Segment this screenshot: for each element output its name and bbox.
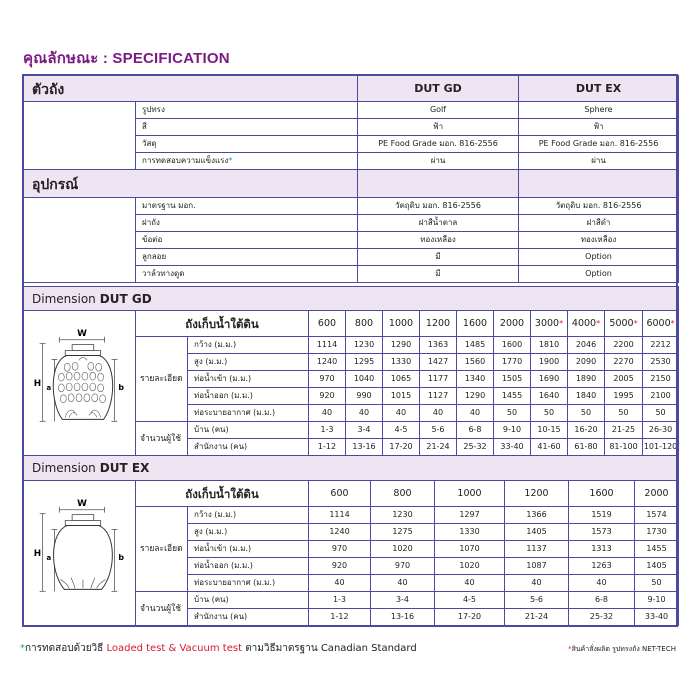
sphere-tank-diagram-icon — [27, 493, 133, 611]
dimension-value: 1177 — [420, 371, 457, 388]
blank-cell — [24, 102, 136, 170]
equipment-ex-value: Option — [519, 249, 679, 266]
spec-label-text: การทดสอบความแข็งแรง — [142, 156, 229, 165]
dimension-label: สำนักงาน (คน) — [188, 439, 309, 456]
blank-header-cell — [519, 170, 679, 198]
dimension-value: 920 — [309, 388, 346, 405]
dimension-value: 1230 — [371, 507, 435, 524]
h-label: H — [33, 378, 41, 389]
dimension-value: 1363 — [420, 337, 457, 354]
dimension-value: 1-3 — [309, 592, 371, 609]
made-to-order-star: * — [559, 318, 564, 328]
w-label: W — [76, 328, 87, 339]
dimension-gd-table — [23, 286, 679, 456]
size-header — [568, 311, 605, 337]
size-value: 2000 — [499, 317, 525, 329]
dimension-value: 1087 — [505, 558, 569, 575]
dimension-value: 21-24 — [505, 609, 569, 626]
dimension-value: 1900 — [531, 354, 568, 371]
footnote-star: * — [20, 643, 25, 654]
dimension-value: 1574 — [635, 507, 679, 524]
dimension-value: 1290 — [457, 388, 494, 405]
dimension-value: 1366 — [505, 507, 569, 524]
dimension-value: 3-4 — [371, 592, 435, 609]
dimension-value: 40 — [309, 405, 346, 422]
dimension-label: ท่อน้ำเข้า (ม.ม.) — [188, 371, 309, 388]
dimension-value: 33-40 — [635, 609, 679, 626]
footnote-suffix: ตามวิธีมาตรฐาน Canadian Standard — [245, 643, 417, 654]
dimension-label: กว้าง (ม.ม.) — [188, 507, 309, 524]
equipment-label: มาตรฐาน มอก. — [136, 198, 358, 215]
dimension-value: 3-4 — [346, 422, 383, 439]
spec-row — [24, 102, 679, 119]
dimension-value: 10-15 — [531, 422, 568, 439]
size-header — [531, 311, 568, 337]
capacity-label: ถังเก็บน้ำใต้ดิน — [136, 481, 309, 507]
page-title: คุณลักษณะ : SPECIFICATION — [23, 50, 230, 67]
size-header — [309, 311, 346, 337]
group-detail-label: รายละเอียด — [136, 507, 188, 592]
dimension-value: 1127 — [420, 388, 457, 405]
b-label: b — [117, 552, 124, 562]
blank-header-cell — [358, 170, 519, 198]
dimension-value: 4-5 — [383, 422, 420, 439]
dimension-value: 1340 — [457, 371, 494, 388]
dimension-value: 16-20 — [568, 422, 605, 439]
size-header — [605, 311, 643, 337]
size-value: 600 — [317, 317, 337, 329]
dimension-value: 1-12 — [309, 439, 346, 456]
dimension-value: 1290 — [383, 337, 420, 354]
dimension-gd-header-row — [24, 287, 679, 311]
dimension-value: 50 — [494, 405, 531, 422]
dimension-label: สำนักงาน (คน) — [188, 609, 309, 626]
dimension-label: บ้าน (คน) — [188, 422, 309, 439]
dimension-value: 81-100 — [605, 439, 643, 456]
dimension-value: 1690 — [531, 371, 568, 388]
dimension-value: 2150 — [643, 371, 679, 388]
size-header — [494, 311, 531, 337]
dimension-label: ท่อน้ำออก (ม.ม.) — [188, 558, 309, 575]
equipment-gd-value: ทองเหลือง — [358, 232, 519, 249]
spec-label: วัสดุ — [136, 136, 358, 153]
spec-ex-value: ฟ้า — [519, 119, 679, 136]
dimension-value: 61-80 — [568, 439, 605, 456]
dimension-value: 1313 — [569, 541, 635, 558]
dimension-label: ท่อน้ำเข้า (ม.ม.) — [188, 541, 309, 558]
footnote-star: * — [228, 156, 233, 165]
dimension-value: 5-6 — [420, 422, 457, 439]
spec-label: สี — [136, 119, 358, 136]
dimension-model: DUT GD — [99, 291, 152, 306]
dimension-value: 1114 — [309, 337, 346, 354]
a-label: a — [46, 553, 51, 562]
dimension-value: 40 — [505, 575, 569, 592]
dimension-value: 1114 — [309, 507, 371, 524]
dimension-value: 1230 — [346, 337, 383, 354]
dimension-value: 2090 — [568, 354, 605, 371]
size-header: 1600 — [569, 481, 635, 507]
equipment-label: ข้อต่อ — [136, 232, 358, 249]
dimension-value: 21-25 — [605, 422, 643, 439]
dimension-value: 1263 — [569, 558, 635, 575]
dimension-value: 50 — [635, 575, 679, 592]
size-value: 3000 — [534, 317, 560, 329]
dimension-label: กว้าง (ม.ม.) — [188, 337, 309, 354]
dimension-value: 1295 — [346, 354, 383, 371]
dimension-value: 1405 — [635, 558, 679, 575]
dimension-value: 13-16 — [346, 439, 383, 456]
spec-gd-value: PE Food Grade มอก. 816-2556 — [358, 136, 519, 153]
dimension-value: 40 — [420, 405, 457, 422]
dimension-value: 1890 — [568, 371, 605, 388]
size-header — [346, 311, 383, 337]
equipment-gd-value: มี — [358, 266, 519, 283]
dimension-ex-heading — [24, 456, 679, 481]
footnote-made-to-order — [568, 644, 676, 655]
dimension-value: 970 — [371, 558, 435, 575]
group-users-label: จำนวนผู้ใช้ — [136, 422, 188, 456]
spec-gd-value: Golf — [358, 102, 519, 119]
equipment-gd-value: มี — [358, 249, 519, 266]
a-label: a — [46, 383, 51, 392]
dimension-value: 25-32 — [457, 439, 494, 456]
dimension-value: 970 — [309, 371, 346, 388]
dimension-value: 40 — [457, 405, 494, 422]
size-header: 1200 — [505, 481, 569, 507]
equipment-gd-value: ฝาสีน้ำตาล — [358, 215, 519, 232]
spec-label: รูปทรง — [136, 102, 358, 119]
size-header-row — [24, 311, 679, 337]
dimension-value: 50 — [643, 405, 679, 422]
dimension-label: บ้าน (คน) — [188, 592, 309, 609]
spec-ex-value: PE Food Grade มอก. 816-2556 — [519, 136, 679, 153]
size-header — [420, 311, 457, 337]
size-header: 600 — [309, 481, 371, 507]
dimension-value: 50 — [605, 405, 643, 422]
dimension-value: 2005 — [605, 371, 643, 388]
tank-section-heading: ตัวถัง — [24, 76, 358, 102]
dimension-value: 1995 — [605, 388, 643, 405]
made-to-order-star: * — [633, 318, 638, 328]
size-header: 800 — [371, 481, 435, 507]
dimension-value: 21-24 — [420, 439, 457, 456]
dimension-value: 1573 — [569, 524, 635, 541]
golf-tank-diagram-icon — [27, 323, 133, 441]
dimension-value: 40 — [346, 405, 383, 422]
dimension-value: 1560 — [457, 354, 494, 371]
dimension-label: ท่อระบายอากาศ (ม.ม.) — [188, 575, 309, 592]
dimension-value: 2046 — [568, 337, 605, 354]
dimension-value: 41-60 — [531, 439, 568, 456]
size-value: 1200 — [425, 317, 451, 329]
equipment-ex-value: วัตถุดิบ มอก. 816-2556 — [519, 198, 679, 215]
dimension-value: 9-10 — [494, 422, 531, 439]
dimension-value: 1455 — [635, 541, 679, 558]
dimension-value: 1297 — [435, 507, 505, 524]
dimension-value: 920 — [309, 558, 371, 575]
size-value: 1000 — [388, 317, 414, 329]
dimension-value: 1015 — [383, 388, 420, 405]
dimension-value: 1137 — [505, 541, 569, 558]
footnote-text: สินค้าสั่งผลิต รูปทรงถัง NET-TECH — [571, 645, 676, 653]
dimension-value: 1600 — [494, 337, 531, 354]
equipment-ex-value: ทองเหลือง — [519, 232, 679, 249]
spec-label — [136, 153, 358, 170]
dimension-value: 5-6 — [505, 592, 569, 609]
dimension-value: 17-20 — [383, 439, 420, 456]
size-header: 1000 — [435, 481, 505, 507]
dimension-value: 2100 — [643, 388, 679, 405]
tank-header-row — [24, 76, 679, 102]
dimension-value: 1240 — [309, 524, 371, 541]
dimension-prefix: Dimension — [32, 461, 96, 475]
dimension-label: สูง (ม.ม.) — [188, 354, 309, 371]
dimension-value: 1427 — [420, 354, 457, 371]
group-users-label: จำนวนผู้ใช้ — [136, 592, 188, 626]
size-header — [643, 311, 679, 337]
blank-cell — [24, 198, 136, 283]
dimension-label: สูง (ม.ม.) — [188, 524, 309, 541]
equipment-ex-value: Option — [519, 266, 679, 283]
dimension-label: ท่อน้ำออก (ม.ม.) — [188, 388, 309, 405]
footnote-test-names: Loaded test & Vacuum test — [106, 643, 242, 654]
dimension-ex-header-row — [24, 456, 679, 481]
dimension-model: DUT EX — [99, 461, 150, 475]
dimension-value: 1330 — [435, 524, 505, 541]
b-label: b — [117, 382, 124, 392]
diagram-cell — [24, 311, 136, 456]
dimension-value: 26-30 — [643, 422, 679, 439]
dimension-value: 40 — [569, 575, 635, 592]
dimension-value: 4-5 — [435, 592, 505, 609]
size-value: 4000 — [571, 317, 597, 329]
size-value: 5000 — [609, 317, 634, 329]
dimension-value: 1485 — [457, 337, 494, 354]
model-ex-heading: DUT EX — [519, 76, 679, 102]
dimension-value: 2212 — [643, 337, 679, 354]
equipment-header-row — [24, 170, 679, 198]
h-label: H — [33, 548, 41, 559]
dimension-value: 6-8 — [569, 592, 635, 609]
dimension-value: 25-32 — [569, 609, 635, 626]
dimension-value: 1020 — [435, 558, 505, 575]
made-to-order-star: * — [596, 318, 601, 328]
equipment-section-heading: อุปกรณ์ — [24, 170, 358, 198]
size-value: 800 — [354, 317, 374, 329]
dimension-value: 50 — [531, 405, 568, 422]
dimension-value: 1770 — [494, 354, 531, 371]
dimension-value: 1505 — [494, 371, 531, 388]
size-header: 2000 — [635, 481, 679, 507]
dimension-value: 2270 — [605, 354, 643, 371]
group-detail-label: รายละเอียด — [136, 337, 188, 422]
footnote-prefix: การทดสอบด้วยวิธี — [25, 643, 104, 654]
dimension-value: 40 — [371, 575, 435, 592]
capacity-label: ถังเก็บน้ำใต้ดิน — [136, 311, 309, 337]
equipment-ex-value: ฝาสีดำ — [519, 215, 679, 232]
spec-table — [23, 75, 679, 283]
size-header — [457, 311, 494, 337]
dimension-value: 9-10 — [635, 592, 679, 609]
equipment-label: วาล์วทางดูด — [136, 266, 358, 283]
dimension-value: 50 — [568, 405, 605, 422]
w-label: W — [76, 498, 87, 509]
equipment-gd-value: วัตถุดิบ มอก. 816-2556 — [358, 198, 519, 215]
dimension-value: 1040 — [346, 371, 383, 388]
dimension-gd-heading — [24, 287, 679, 311]
spec-gd-value: ฟ้า — [358, 119, 519, 136]
dimension-value: 40 — [435, 575, 505, 592]
dimension-value: 40 — [309, 575, 371, 592]
dimension-value: 101-120 — [643, 439, 679, 456]
dimension-value: 1840 — [568, 388, 605, 405]
dimension-value: 1-3 — [309, 422, 346, 439]
dimension-value: 17-20 — [435, 609, 505, 626]
size-value: 1600 — [462, 317, 488, 329]
equipment-row — [24, 198, 679, 215]
diagram-cell — [24, 481, 136, 626]
equipment-label: ลูกลอย — [136, 249, 358, 266]
dimension-value: 1810 — [531, 337, 568, 354]
dimension-value: 1-12 — [309, 609, 371, 626]
dimension-value: 1275 — [371, 524, 435, 541]
dimension-value: 1640 — [531, 388, 568, 405]
size-header-row — [24, 481, 679, 507]
dimension-value: 33-40 — [494, 439, 531, 456]
dimension-value: 2200 — [605, 337, 643, 354]
dimension-value: 1730 — [635, 524, 679, 541]
dimension-value: 13-16 — [371, 609, 435, 626]
size-header — [383, 311, 420, 337]
dimension-value: 40 — [383, 405, 420, 422]
dimension-value: 1070 — [435, 541, 505, 558]
dimension-label: ท่อระบายอากาศ (ม.ม.) — [188, 405, 309, 422]
dimension-value: 1455 — [494, 388, 531, 405]
dimension-value: 970 — [309, 541, 371, 558]
spec-ex-value: ผ่าน — [519, 153, 679, 170]
dimension-value: 1405 — [505, 524, 569, 541]
equipment-label: ฝาถัง — [136, 215, 358, 232]
dimension-prefix: Dimension — [32, 291, 96, 306]
model-gd-heading: DUT GD — [358, 76, 519, 102]
made-to-order-star: * — [670, 318, 675, 328]
dimension-value: 1240 — [309, 354, 346, 371]
spec-ex-value: Sphere — [519, 102, 679, 119]
spec-gd-value: ผ่าน — [358, 153, 519, 170]
dimension-value: 1330 — [383, 354, 420, 371]
dimension-value: 1020 — [371, 541, 435, 558]
footnote-test-method — [20, 641, 417, 656]
dimension-ex-table — [23, 455, 679, 626]
dimension-value: 2530 — [643, 354, 679, 371]
size-value: 6000 — [646, 317, 671, 329]
dimension-value: 6-8 — [457, 422, 494, 439]
dimension-value: 1519 — [569, 507, 635, 524]
footnote-star: * — [568, 645, 572, 653]
dimension-value: 990 — [346, 388, 383, 405]
dimension-value: 1065 — [383, 371, 420, 388]
